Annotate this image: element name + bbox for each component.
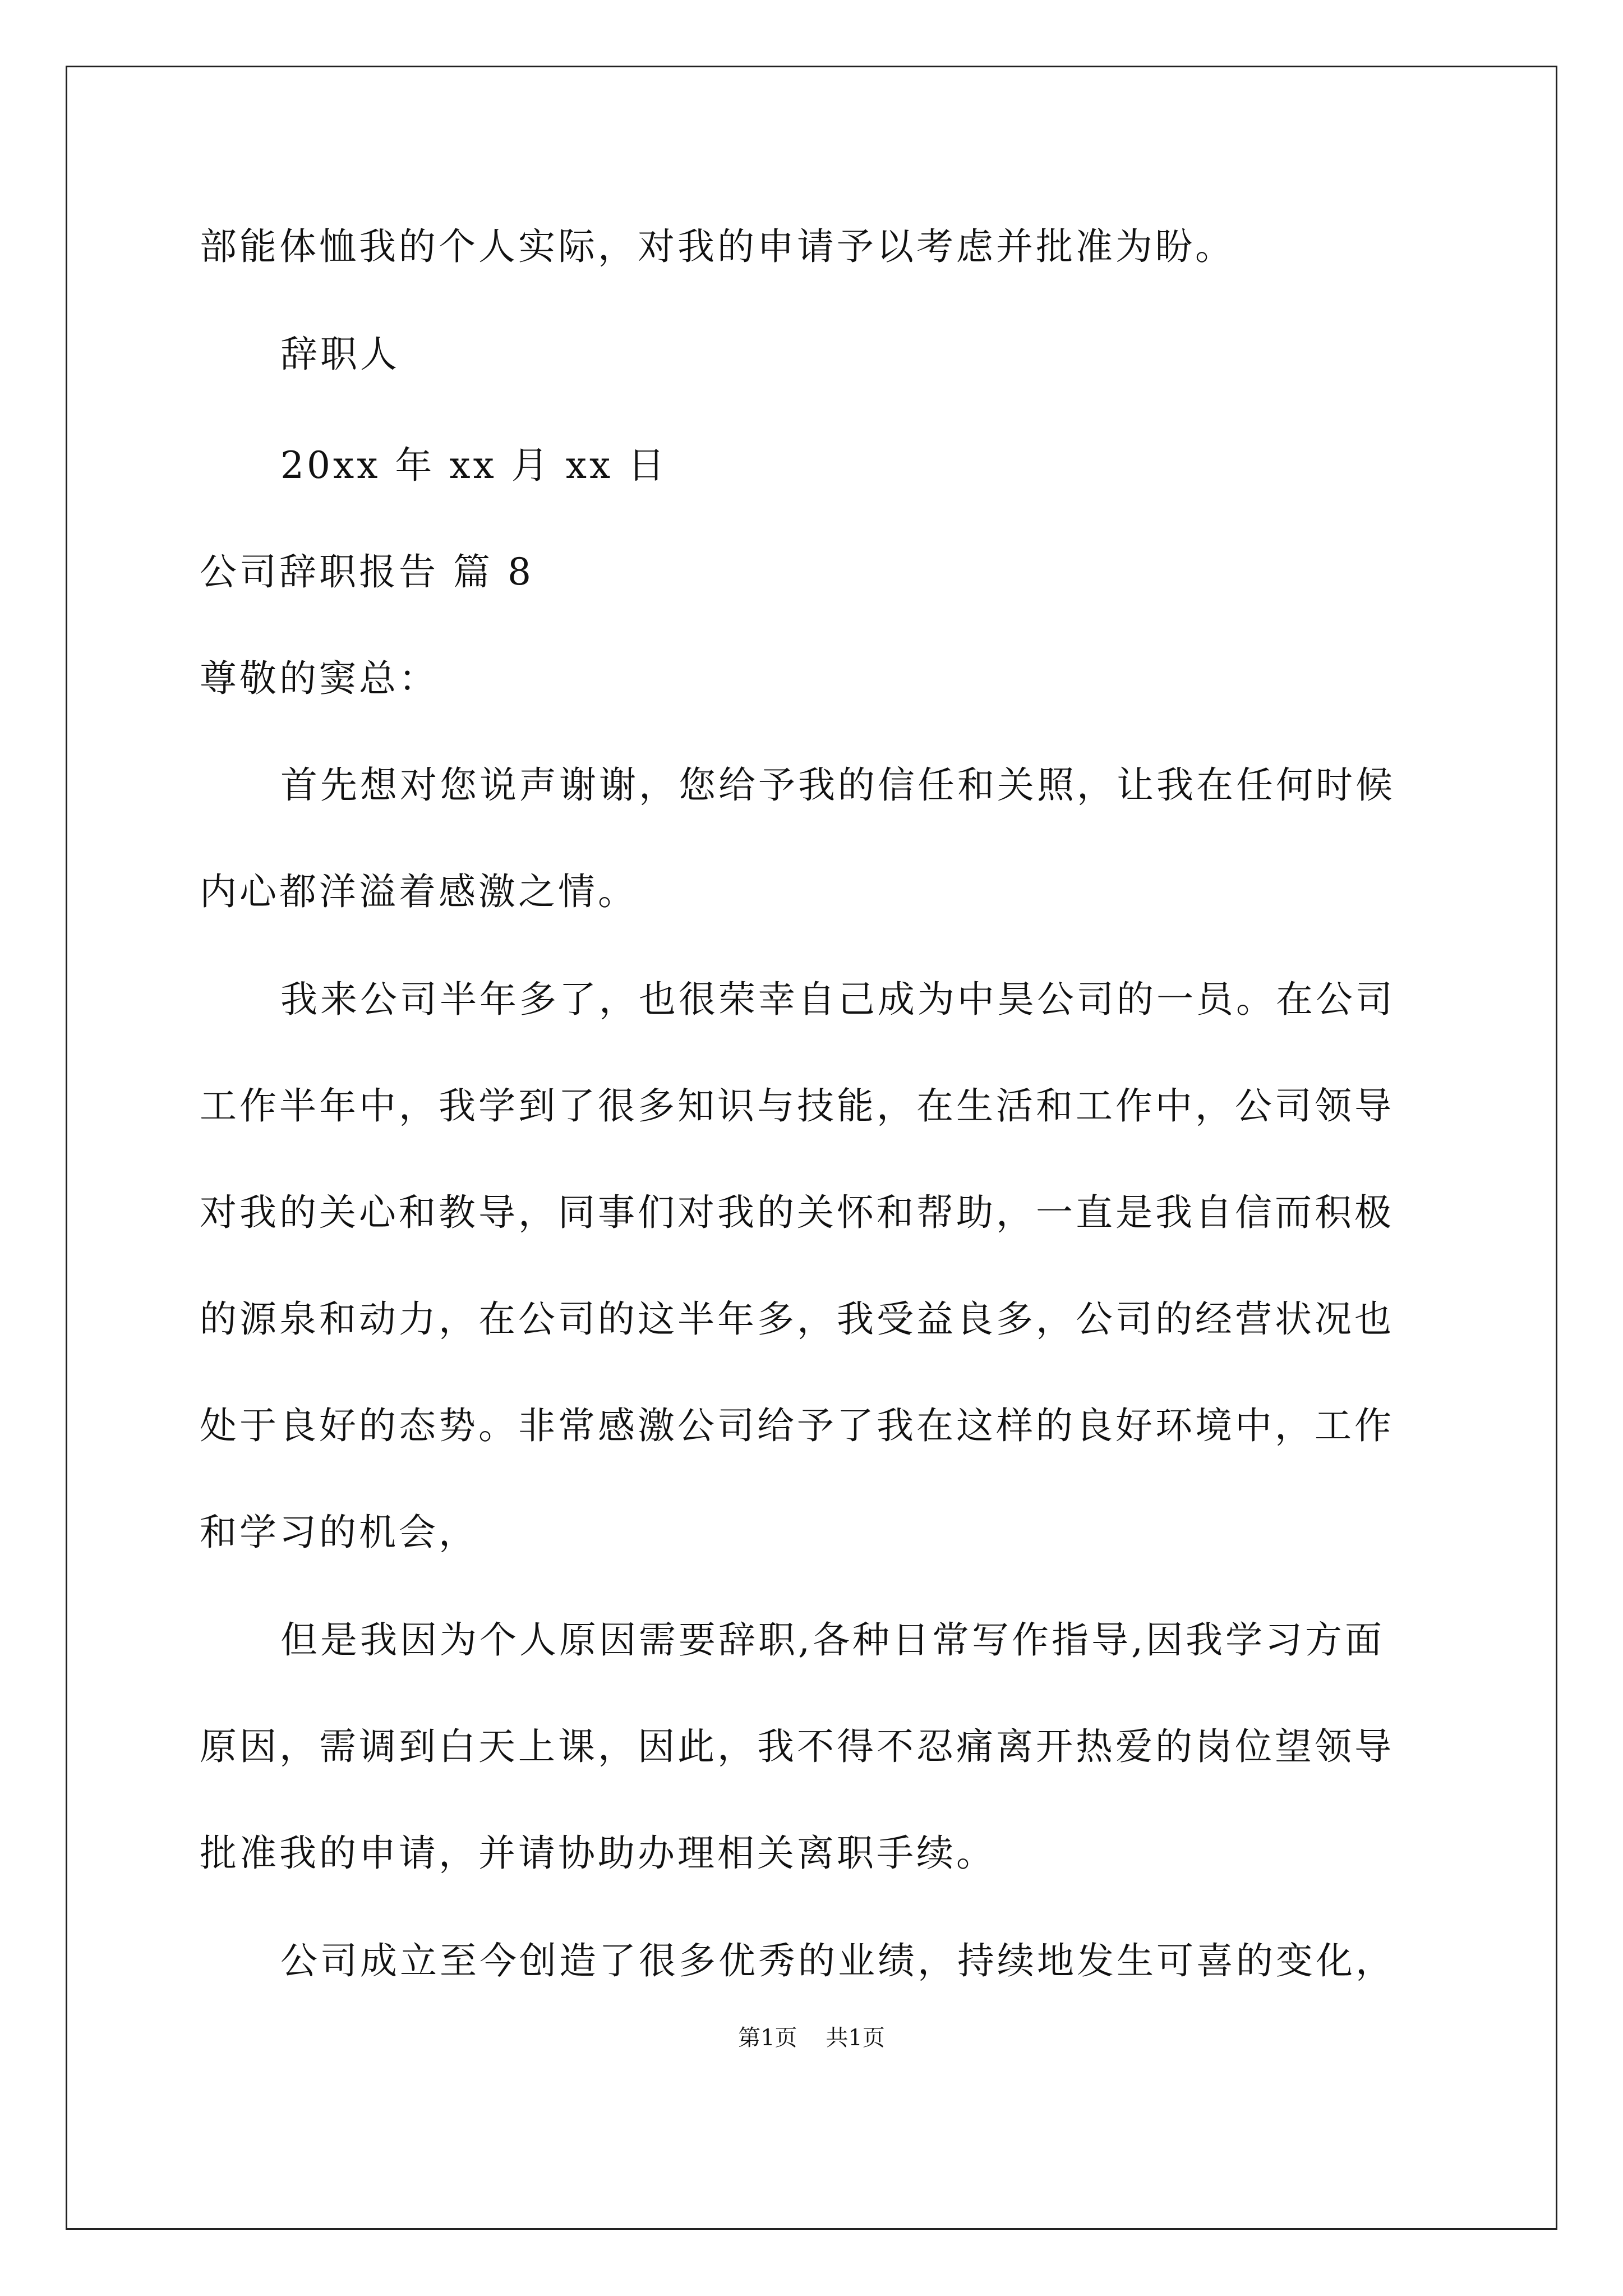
paragraph-line: 内心都洋溢着感激之情。 (200, 870, 638, 913)
paragraph-line: 的源泉和动力，在公司的这半年多，我受益良多，公司的经营状况也 (200, 1297, 1394, 1341)
paragraph-line: 我来公司半年多了，也很荣幸自己成为中昊公司的一员。在公司 (280, 978, 1395, 1021)
section-heading: 公司辞职报告 篇 8 (200, 550, 534, 593)
paragraph-line: 和学习的机会， (200, 1511, 478, 1554)
paragraph-line: 部能体恤我的个人实际，对我的申请予以考虑并批准为盼。 (200, 225, 1235, 268)
paragraph-line: 处于良好的态势。非常感激公司给予了我在这样的良好环境中，工作 (200, 1404, 1394, 1447)
paragraph-line: 对我的关心和教导，同事们对我的关怀和帮助，一直是我自信而积极 (200, 1191, 1394, 1234)
paragraph-line: 首先想对您说声谢谢，您给予我的信任和关照，让我在任何时候 (280, 763, 1395, 807)
page-number-footer: 第1页 共1页 (738, 2025, 885, 2051)
paragraph-line: 原因，需调到白天上课，因此，我不得不忍痛离开热爱的岗位望领导 (200, 1725, 1394, 1768)
date-line: 20xx 年 xx 月 xx 日 (280, 444, 668, 487)
signature-label: 辞职人 (280, 333, 400, 376)
salutation: 尊敬的窦总： (200, 657, 439, 700)
paragraph-line: 但是我因为个人原因需要辞职,各种日常写作指导,因我学习方面 (280, 1618, 1385, 1662)
paragraph-line: 批准我的申请，并请协助办理相关离职手续。 (200, 1832, 996, 1875)
paragraph-line: 工作半年中，我学到了很多知识与技能，在生活和工作中，公司领导 (200, 1084, 1394, 1128)
paragraph-line: 公司成立至今创造了很多优秀的业绩，持续地发生可喜的变化， (280, 1939, 1395, 1982)
page-border (66, 66, 1557, 2230)
